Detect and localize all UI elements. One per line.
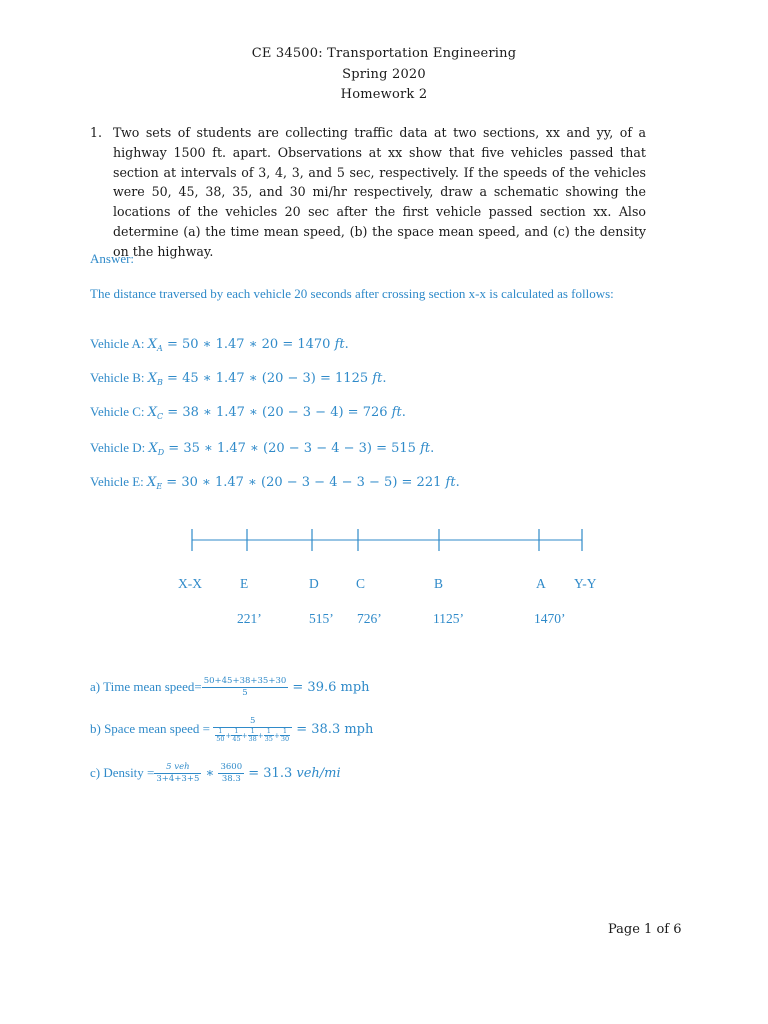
time-mean-result: = 39.6 mph: [288, 680, 370, 695]
density-unit: veh/mi: [296, 766, 341, 781]
vehicle-period: .: [455, 475, 460, 490]
vehicle-row: [90, 440, 434, 457]
distance-b: 1125’: [433, 611, 464, 626]
plus-sign: +: [257, 732, 264, 740]
reciprocal-numerator: 1: [264, 728, 274, 736]
plus-sign: +: [225, 732, 232, 740]
distance-c: 726’: [357, 611, 382, 626]
space-mean-fraction: [213, 716, 292, 743]
vehicle-subscript: C: [157, 412, 164, 421]
reciprocal-denominator: 30: [280, 735, 290, 743]
reciprocal-term: [215, 728, 225, 743]
question-text: Two sets of students are collecting traffic data at two sections, xx and yy, of a highway 1500 ft. apart. Observations at xx show that five vehicles passed that section at intervals of 3, 4, 3, and 5 sec, respectively. If the speeds of the vehicles were 50, 45, 38, 35, and 30 mi/hr respectively, draw a schematic showing the locations of the vehicles 20 sec after the first vehicle passed section xx. Also determine (a) the time mean speed, (b) the space mean speed, and (c) the density on the highway.: [113, 125, 646, 259]
label-b: B: [434, 576, 444, 591]
vehicle-subscript: D: [157, 448, 165, 457]
time-mean-label: a) Time mean speed=: [90, 679, 202, 694]
vehicle-unit: ft: [391, 405, 402, 420]
reciprocal-denominator: 45: [232, 735, 241, 743]
density-label: c) Density =: [90, 765, 155, 780]
label-x-x: X-X: [178, 576, 202, 591]
label-a: A: [536, 576, 546, 591]
label-c: C: [356, 576, 366, 591]
vehicle-symbol: X: [148, 441, 158, 456]
vehicle-position-schematic: [180, 520, 600, 560]
density: [90, 762, 341, 785]
reciprocal-term: [264, 728, 274, 743]
density-denominator-2: 38.3: [221, 774, 241, 784]
vehicle-period: .: [382, 371, 387, 386]
question-number: 1.: [90, 125, 103, 140]
reciprocal-denominator: 35: [264, 735, 273, 743]
vehicle-expression: = 45 ∗ 1.47 ∗ (20 − 3) = 1125: [162, 371, 373, 386]
vehicle-expression: = 30 ∗ 1.47 ∗ (20 − 3 − 4 − 3 − 5) = 221: [162, 475, 446, 490]
time-mean-speed: [90, 676, 370, 699]
plus-sign: +: [273, 732, 280, 740]
vehicle-subscript: B: [157, 378, 163, 387]
space-mean-speed: [90, 716, 373, 743]
time-mean-denominator: 5: [242, 688, 248, 698]
density-fraction-2: [218, 762, 244, 785]
vehicle-symbol: X: [147, 475, 157, 490]
vehicle-period: .: [430, 441, 435, 456]
page-number: Page 1 of 6: [608, 922, 682, 937]
reciprocal-term: [231, 728, 241, 743]
vehicle-row: [90, 336, 349, 353]
answer-intro-text: The distance traversed by each vehicle 20 seconds after crossing section x-x is calculated as follows:: [90, 286, 614, 301]
vehicle-expression: = 35 ∗ 1.47 ∗ (20 − 3 − 4 − 3) = 515: [164, 441, 421, 456]
term: Spring 2020: [342, 67, 426, 82]
density-fraction-1: [154, 762, 201, 785]
vehicle-period: .: [401, 405, 406, 420]
vehicle-symbol: X: [147, 337, 158, 352]
vehicle-row: [90, 474, 460, 491]
vehicle-subscript: E: [156, 482, 163, 491]
course-title: CE 34500: Transportation Engineering: [251, 46, 517, 61]
distance-a: 1470’: [534, 611, 566, 626]
plus-sign: +: [241, 732, 248, 740]
vehicle-symbol: X: [147, 405, 158, 420]
vehicle-subscript: A: [157, 344, 163, 353]
space-mean-denominator: [213, 728, 292, 743]
density-denominator-1: 3+4+3+5: [156, 774, 200, 784]
time-mean-numerator: 50+45+38+35+30: [203, 676, 287, 686]
vehicle-label: Vehicle E:: [90, 474, 148, 489]
vehicle-label: Vehicle D:: [90, 440, 149, 455]
space-mean-label: b) Space mean speed =: [90, 721, 214, 736]
reciprocal-numerator: 1: [248, 728, 258, 736]
label-d: D: [309, 576, 319, 591]
vehicle-period: .: [344, 337, 349, 352]
vehicle-expression: = 50 ∗ 1.47 ∗ 20 = 1470: [162, 337, 335, 352]
vehicle-unit: ft: [372, 371, 383, 386]
reciprocal-term: [248, 728, 258, 743]
answer-label: Answer:: [90, 251, 135, 266]
vehicle-unit: ft: [334, 337, 345, 352]
vehicle-expression: = 38 ∗ 1.47 ∗ (20 − 3 − 4) = 726: [163, 405, 392, 420]
assignment-title: Homework 2: [340, 87, 428, 102]
reciprocal-numerator: 1: [215, 728, 225, 736]
question-1: [90, 123, 646, 262]
density-times: ∗: [201, 766, 219, 781]
distance-e: 221’: [237, 611, 262, 626]
vehicle-unit: ft: [420, 441, 431, 456]
reciprocal-numerator: 1: [280, 728, 290, 736]
density-numerator-1: 5 veh: [154, 762, 201, 774]
density-numerator-2: 3600: [220, 762, 243, 772]
reciprocal-denominator: 38: [248, 735, 257, 743]
vehicle-label: Vehicle A:: [90, 336, 148, 351]
space-mean-result: = 38.3 mph: [292, 722, 374, 737]
reciprocal-numerator: 1: [231, 728, 241, 736]
vehicle-label: Vehicle C:: [90, 404, 148, 419]
answer-intro: [90, 285, 650, 303]
reciprocal-denominator: 50: [216, 735, 225, 743]
reciprocal-term: [280, 728, 290, 743]
vehicle-symbol: X: [147, 371, 158, 386]
space-mean-numerator: 5: [213, 716, 292, 728]
label-e: E: [240, 576, 249, 591]
vehicle-row: [90, 370, 386, 387]
vehicle-unit: ft: [445, 475, 456, 490]
vehicle-label: Vehicle B:: [90, 370, 148, 385]
time-mean-fraction: [202, 676, 289, 699]
distance-d: 515’: [309, 611, 334, 626]
density-result: = 31.3: [244, 766, 297, 781]
vehicle-row: [90, 404, 406, 421]
label-y-y: Y-Y: [574, 576, 597, 591]
